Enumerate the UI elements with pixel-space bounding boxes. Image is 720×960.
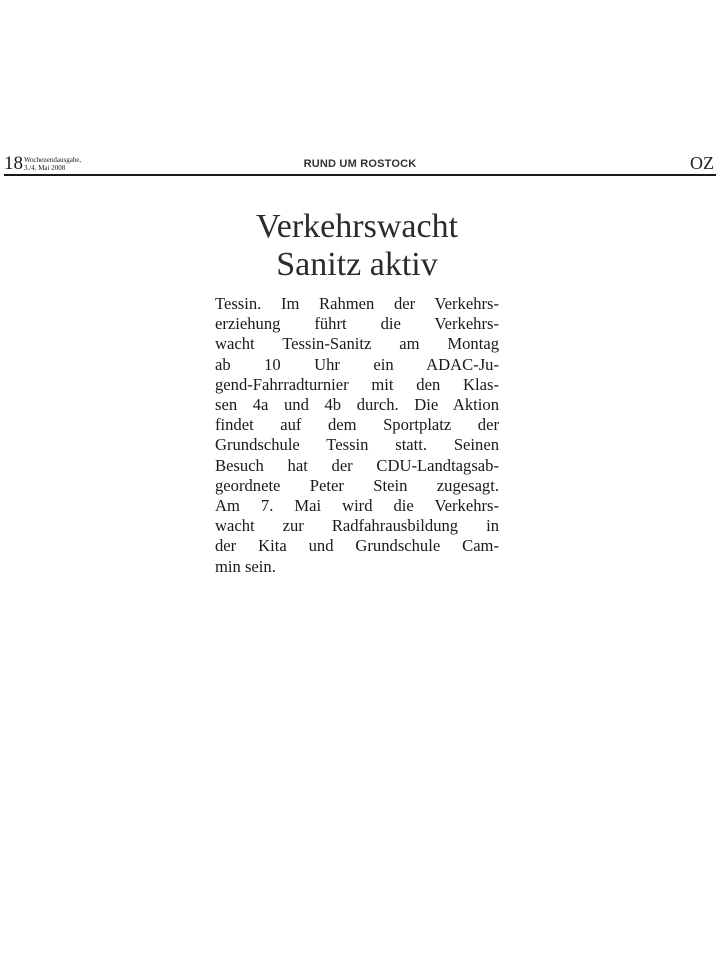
body-line: wacht Tessin-Sanitz am Montag [215,334,499,354]
body-line: findet auf dem Sportplatz der [215,415,499,435]
body-line: der Kita und Grundschule Cam- [215,536,499,556]
body-line: min sein. [215,556,276,576]
edition-line: Wochenendausgabe, [24,156,82,164]
article [215,208,499,577]
section-title: RUND UM ROSTOCK [303,158,417,170]
body-line: ab 10 Uhr ein ADAC-Ju- [215,354,499,374]
headline-line: Verkehrswacht [255,208,459,245]
article-headline [215,208,499,284]
body-line: Am 7. Mai wird die Verkehrs- [215,496,499,516]
body-line: Besuch hat der CDU-Landtagsab- [215,455,499,475]
page-number: 18 [4,153,23,174]
body-line: gend-Fahrradturnier mit den Klas- [215,374,499,394]
body-line: Grundschule Tessin statt. Seinen [215,435,499,455]
body-line: geordnete Peter Stein zugesagt. [215,475,499,495]
edition-date: 3./4. Mai 2008 [24,164,66,172]
body-line: erziehung führt die Verkehrs- [215,314,499,334]
body-line: sen 4a und 4b durch. Die Aktion [215,395,499,415]
newspaper-logo: OZ [690,153,714,173]
article-body [215,294,499,577]
headline-line: Sanitz aktiv [276,246,438,283]
body-line: Tessin. Im Rahmen der Verkehrs- [215,294,499,313]
body-line: wacht zur Radfahrausbildung in [215,516,499,536]
page-header [4,152,716,176]
